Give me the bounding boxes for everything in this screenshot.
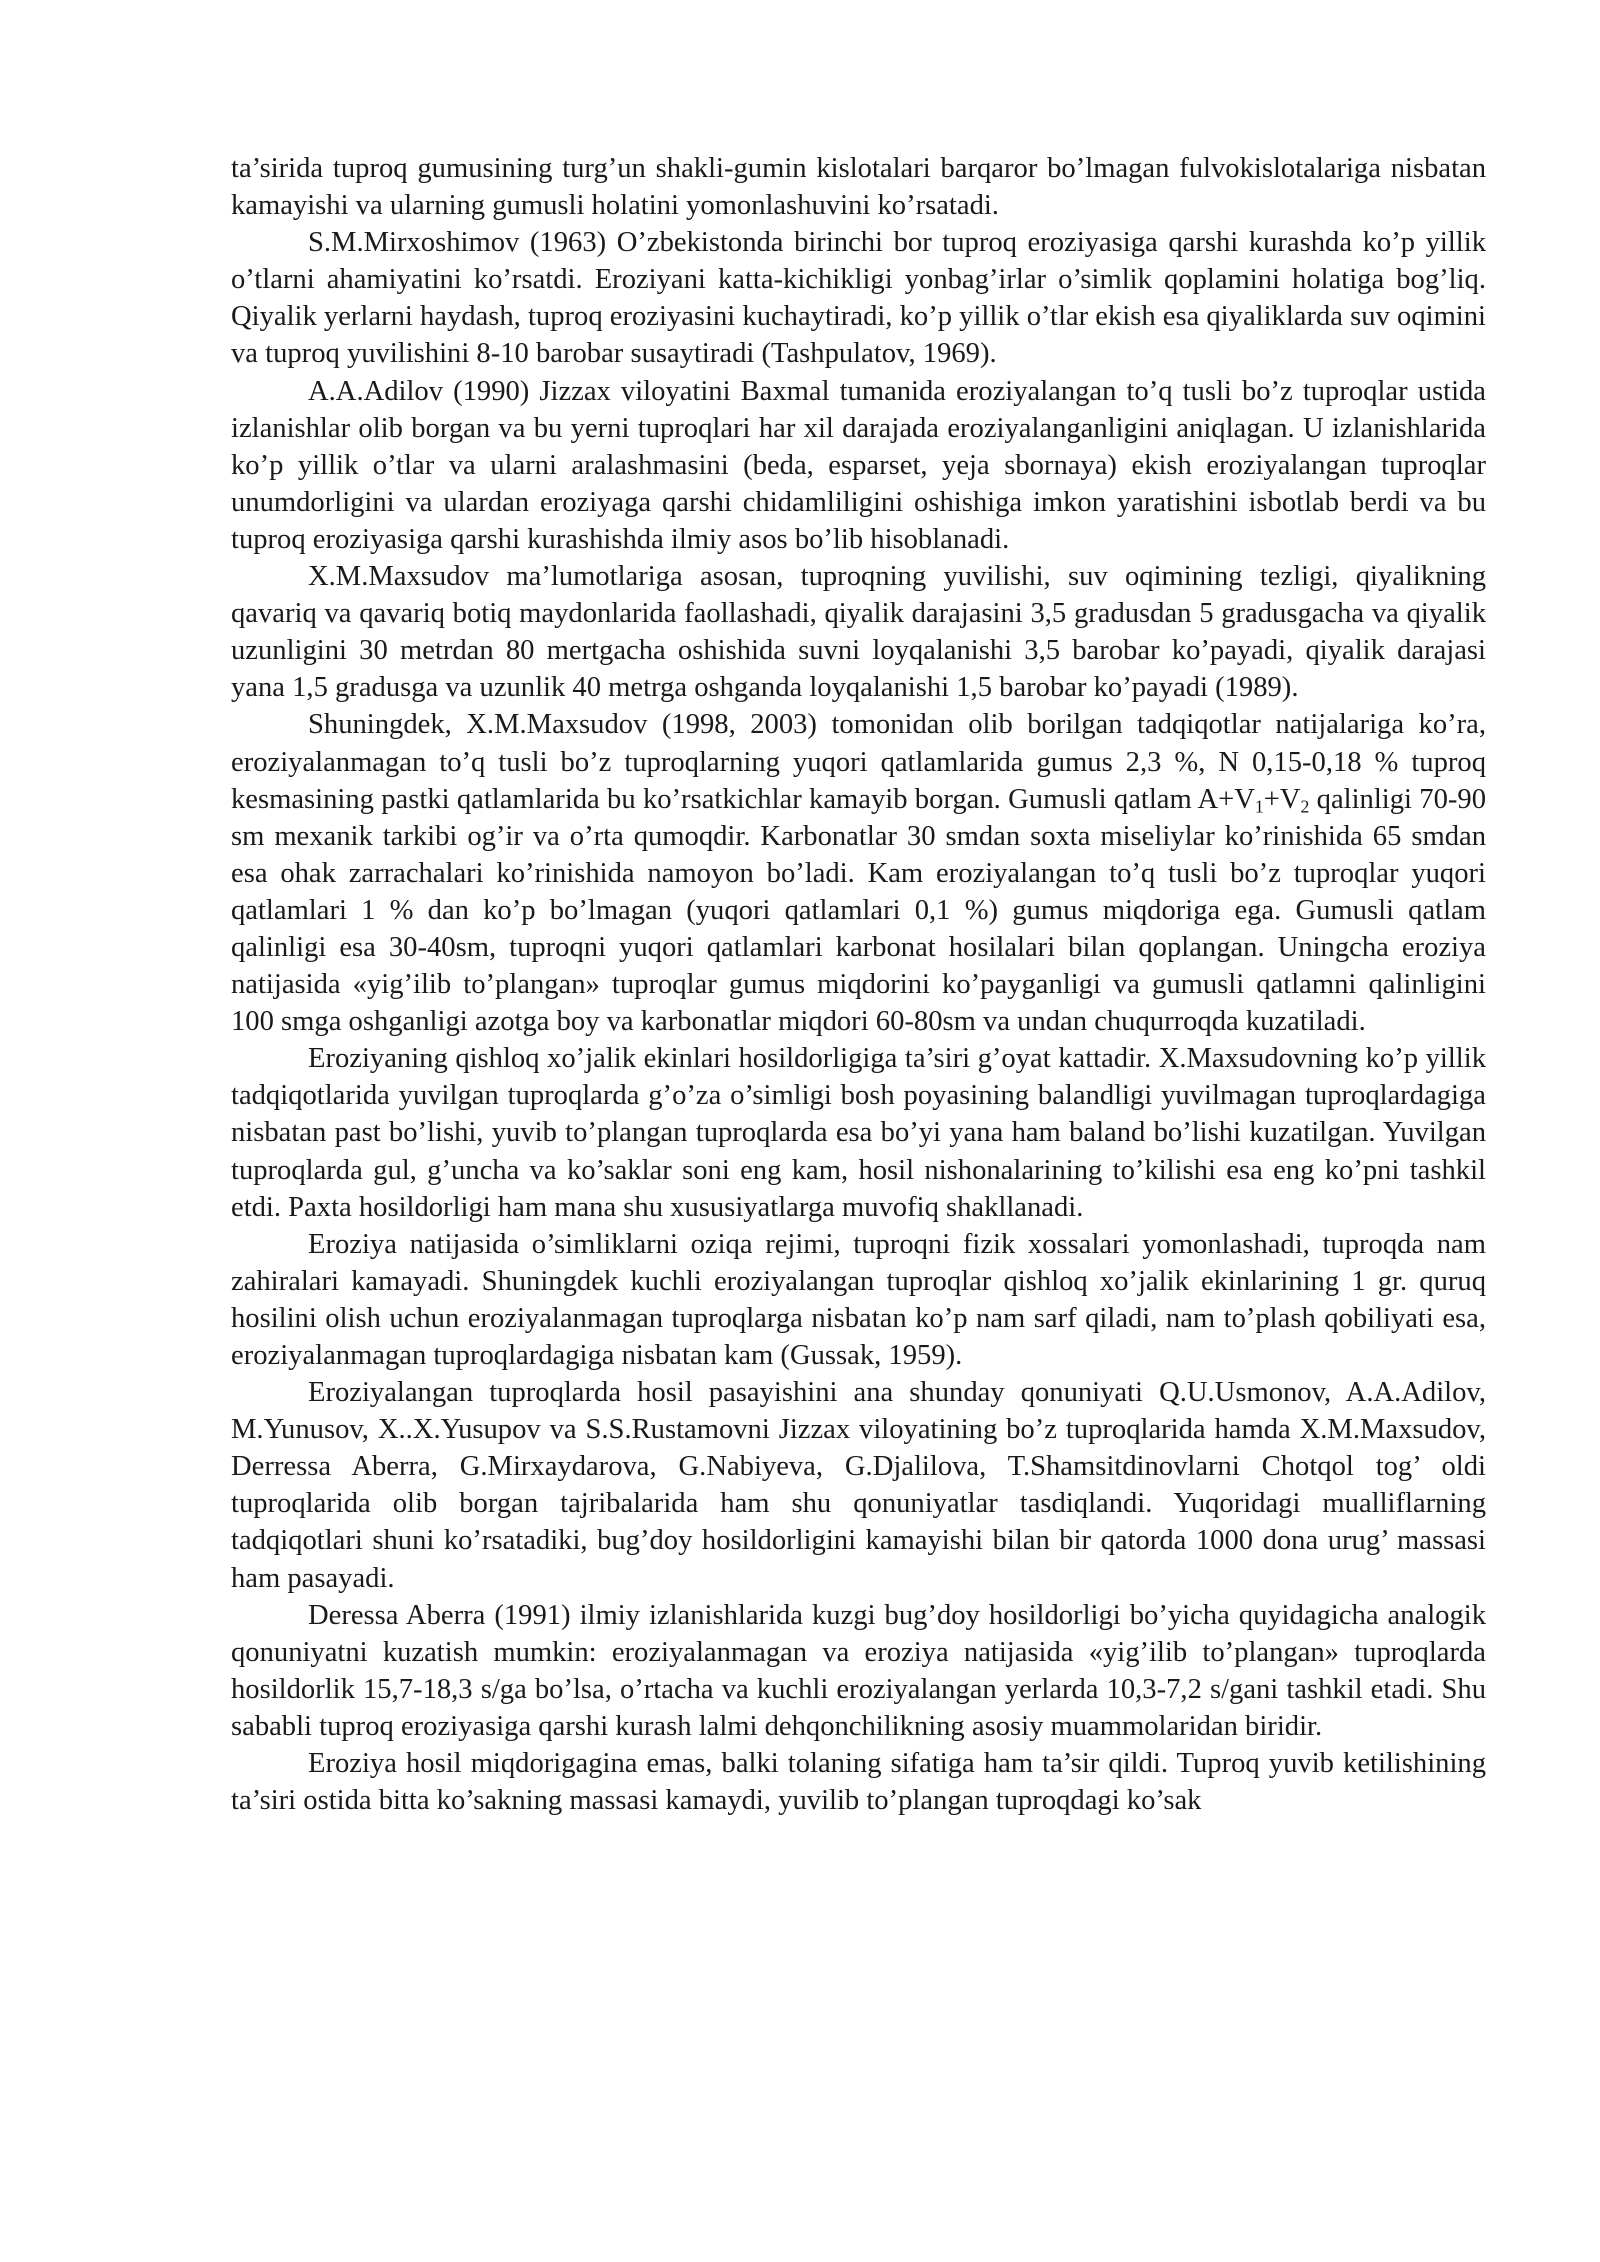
paragraph-6: Eroziyaning qishloq xo’jalik ekinlari hosildorligiga ta’siri g’oyat kattadir. X.Maxsudovning ko’p yillik tadqiqotlarida yuvilgan tuproqlarda g’o’za o’simligi bosh poyasining balandligi yuvilmagan tuproqlardagiga nisbatan past bo’lishi, yuvib to’plangan tuproqlarda esa bo’yi yana ham baland bo’lishi kuzatilgan. Yuvilgan tuproqlarda gul, g’uncha va ko’saklar soni eng kam, hosil nishonalarining to’kilishi esa eng ko’pni tashkil etdi. Paxta hosildorligi ham mana shu xususiyatlarga muvofiq shakllanadi. xyxy=(231,1043,1486,1223)
paragraph-4: X.M.Maxsudov ma’lumotlariga asosan, tuproqning yuvilishi, suv oqimining tezligi, qiyalikning qavariq va qavariq botiq maydonlarida faollashadi, qiyalik darajasini 3,5 gradusdan 5 gradusgacha va qiyalik uzunligini 30 metrdan 80 mertgacha oshishida suvni loyqalanishi 3,5 barobar ko’payadi, qiyalik darajasi yana 1,5 gradusga va uzunlik 40 metrga oshganda loyqalanishi 1,5 barobar ko’payadi (1989). xyxy=(231,561,1486,704)
subscript-1: 1 xyxy=(1254,796,1264,817)
paragraph-9: Deressa Aberra (1991) ilmiy izlanishlarida kuzgi bug’doy hosildorligi bo’yicha quyidagicha analogik qonuniyatni kuzatish mumkin: eroziyalanmagan va eroziya natijasida «yig’ilib to’plangan» tuproqlarda hosildorlik 15,7-18,3 s/ga bo’lsa, o’rtacha va kuchli eroziyalangan yerlarda 10,3-7,2 s/gani tashkil etadi. Shu sababli tuproq eroziyasiga qarshi kurash lalmi dehqonchilikning asosiy muammolaridan biridir. xyxy=(231,1599,1486,1742)
paragraph-8: Eroziyalangan tuproqlarda hosil pasayishini ana shunday qonuniyati Q.U.Usmonov, A.A.Adilov, M.Yunusov, X..X.Yusupov va S.S.Rustamovni Jizzax viloyatining bo’z tuproqlarida hamda X.M.Maxsudov, Derressa Aberra, G.Mirxaydarova, G.Nabiyeva, G.Djalilova, T.Shamsitdinovlarni Chotqol tog’ oldi tuproqlarida olib borgan tajribalarida ham shu qonuniyatlar tasdiqlandi. Yuqoridagi mualliflarning tadqiqotlari shuni ko’rsatadiki, bug’doy hosildorligini kamayishi bilan bir qatorda 1000 dona urug’ massasi ham pasayadi. xyxy=(231,1377,1486,1594)
paragraph-3: A.A.Adilov (1990) Jizzax viloyatini Baxmal tumanida eroziyalangan to’q tusli bo’z tuproqlar ustida izlanishlar olib borgan va bu yerni tuproqlari har xil darajada eroziyalanganligini aniqlagan. U izlanishlarida ko’p yillik o’tlar va ularni aralashmasini (beda, esparset, yeja sbornaya) ekish eroziyalangan tuproqlar unumdorligini va ulardan eroziyaga qarshi chidamliligini oshishiga imkon yaratishini isbotlab berdi va bu tuproq eroziyasiga qarshi kurashishda ilmiy asos bo’lib hisoblanadi. xyxy=(231,375,1486,555)
paragraph-1: ta’sirida tuproq gumusining turg’un shakli-gumin kislotalari barqaror bo’lmagan fulvokislotalariga nisbatan kamayishi va ularning gumusli holatini yomonlashuvini ko’rsatadi. xyxy=(231,153,1486,222)
paragraph-7: Eroziya natijasida o’simliklarni oziqa rejimi, tuproqni fizik xossalari yomonlashadi, tuproqda nam zahiralari kamayadi. Shuningdek kuchli eroziyalangan tuproqlar qishloq xo’jalik ekinlarining 1 gr. quruq hosilini olish uchun eroziyalanmagan tuproqlarga nisbatan ko’p nam sarf qiladi, nam to’plash qobiliyati esa, eroziyalanmagan tuproqlardagiga nisbatan kam (Gussak, 1959). xyxy=(231,1228,1486,1371)
subscript-2: 2 xyxy=(1300,796,1310,817)
paragraph-5-part-c: qalinligi 70-90 sm mexanik tarkibi og’ir va o’rta qumoqdir. Karbonatlar 30 smdan soxta miseliylar ko’rinishida 65 smdan esa ohak zarrachalari ko’rinishida namoyon bo’ladi. Kam eroziyalangan to’q tusli bo’z tuproqlar yuqori qatlamlari 1 % dan ko’p bo’lmagan (yuqori qatlamlari 0,1 %) gumus miqdoriga ega. Gumusli qatlam qalinligi esa 30-40sm, tuproqni yuqori qatlamlari karbonat hosilalari bilan qoplangan. Uningcha eroziya natijasida «yig’ilib to’plangan» tuproqlar gumus miqdorini ko’payganligi va gumusli qatlamni qalinligini 100 smga oshganligi azotga boy va karbonatlar miqdori 60-80sm va undan chuqurroqda kuzatiladi. xyxy=(231,783,1486,1038)
paragraph-5 xyxy=(231,706,1486,1040)
paragraph-2: S.M.Mirxoshimov (1963) O’zbekistonda birinchi bor tuproq eroziyasiga qarshi kurashda ko’p yillik o’tlarni ahamiyatini ko’rsatdi. Eroziyani katta-kichikligi yonbag’irlar o’simlik qoplamini holatiga bog’liq. Qiyalik yerlarni haydash, tuproq eroziyasini kuchaytiradi, ko’p yillik o’tlar ekish esa qiyaliklarda suv oqimini va tuproq yuvilishini 8-10 barobar susaytiradi (Tashpulatov, 1969). xyxy=(231,227,1486,370)
paragraph-10: Eroziya hosil miqdorigagina emas, balki tolaning sifatiga ham ta’sir qildi. Tuproq yuvib ketilishining ta’siri ostida bitta ko’sakning massasi kamaydi, yuvilib to’plangan tuproqdagi ko’sak xyxy=(231,1748,1486,1817)
document-page xyxy=(231,150,1486,1819)
paragraph-5-part-b: +V xyxy=(1263,783,1301,815)
paragraph-5-part-a: Shuningdek, X.M.Maxsudov (1998, 2003) tomonidan olib borilgan tadqiqotlar natijalariga ko’ra, eroziyalanmagan to’q tusli bo’z tuproqlarning yuqori qatlamlarida gumus 2,3 %, N 0,15-0,18 % tuproq kesmasining pastki qatlamlarida bu ko’rsatkichlar kamayib borgan. Gumusli qatlam A+V xyxy=(231,709,1486,815)
